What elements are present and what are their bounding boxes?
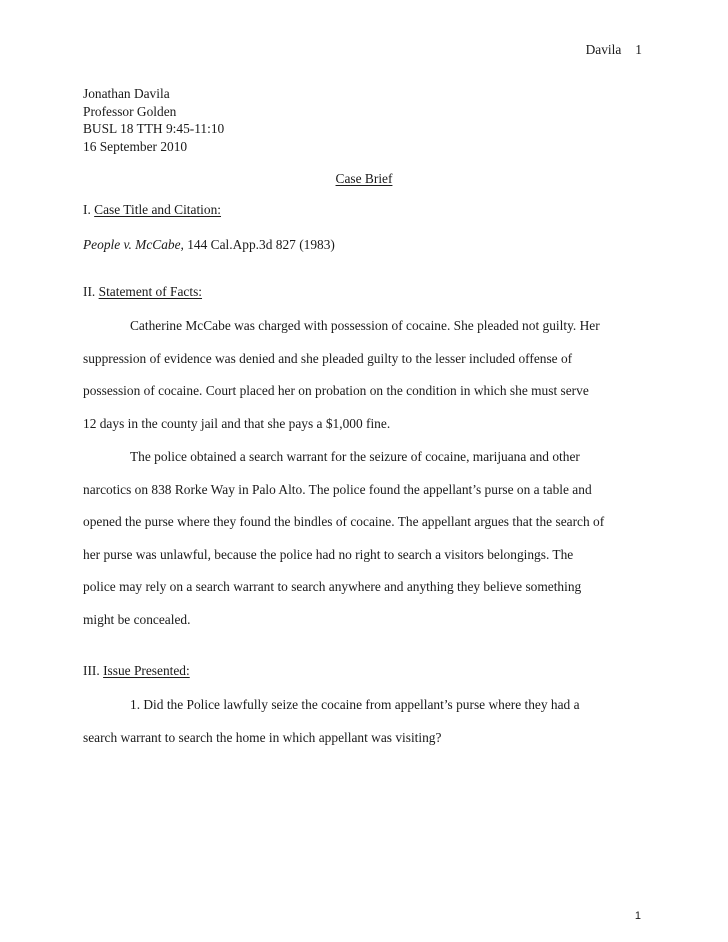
paragraph-line: possession of cocaine. Court placed her on probation on the condition in which she must serve xyxy=(83,383,589,399)
student-name: Jonathan Davila xyxy=(83,86,170,101)
paragraph-line: police may rely on a search warrant to search anywhere and anything they believe something xyxy=(83,579,582,595)
case-name: People v. McCabe, xyxy=(83,237,184,252)
paragraph-line: Catherine McCabe was charged with possession of cocaine. She pleaded not guilty. Her xyxy=(130,318,600,333)
running-header-name: Davila xyxy=(585,42,622,57)
course-info: BUSL 18 TTH 9:45-11:10 xyxy=(83,121,225,136)
section-number: III. xyxy=(83,663,104,678)
running-header-page: 1 xyxy=(635,42,642,57)
professor-name: Professor Golden xyxy=(83,103,177,119)
footer-page-number: 1 xyxy=(634,910,641,922)
section-heading-case-title xyxy=(83,202,221,218)
facts-paragraph-1 xyxy=(83,310,600,440)
section-label: Case Title and Citation: xyxy=(94,202,222,217)
paragraph-line: search warrant to search the home in which appellant was visiting? xyxy=(83,729,442,745)
section-number: I. xyxy=(83,202,95,217)
document-title xyxy=(0,171,728,187)
paragraph-line: 12 days in the county jail and that she pays a $1,000 fine. xyxy=(83,415,391,431)
section-number: II. xyxy=(83,284,99,299)
case-citation xyxy=(83,237,335,253)
document-title-text: Case Brief xyxy=(335,171,393,186)
paragraph-line: suppression of evidence was denied and she pleaded guilty to the lesser included offense of xyxy=(83,350,573,366)
section-heading-facts xyxy=(83,284,202,300)
section-label: Issue Presented: xyxy=(103,663,190,678)
heading-block xyxy=(83,85,224,155)
running-header xyxy=(586,42,642,58)
issue-paragraph xyxy=(83,689,580,754)
citation-text: 144 Cal.App.3d 827 (1983) xyxy=(183,237,335,252)
paragraph-line: The police obtained a search warrant for the seizure of cocaine, marijuana and other xyxy=(130,449,580,464)
section-label: Statement of Facts: xyxy=(98,284,203,299)
document-date: 16 September 2010 xyxy=(83,138,188,154)
paragraph-line: narcotics on 838 Rorke Way in Palo Alto. The police found the appellant’s purse on a table and xyxy=(83,481,592,497)
facts-paragraph-2 xyxy=(83,441,604,637)
paragraph-line: might be concealed. xyxy=(83,611,191,627)
section-heading-issue xyxy=(83,663,190,679)
paragraph-line: 1. Did the Police lawfully seize the cocaine from appellant’s purse where they had a xyxy=(130,697,580,712)
paragraph-line: her purse was unlawful, because the police had no right to search a visitors belongings. The xyxy=(83,546,574,562)
paragraph-line: opened the purse where they found the bindles of cocaine. The appellant argues that the search of xyxy=(83,514,605,530)
